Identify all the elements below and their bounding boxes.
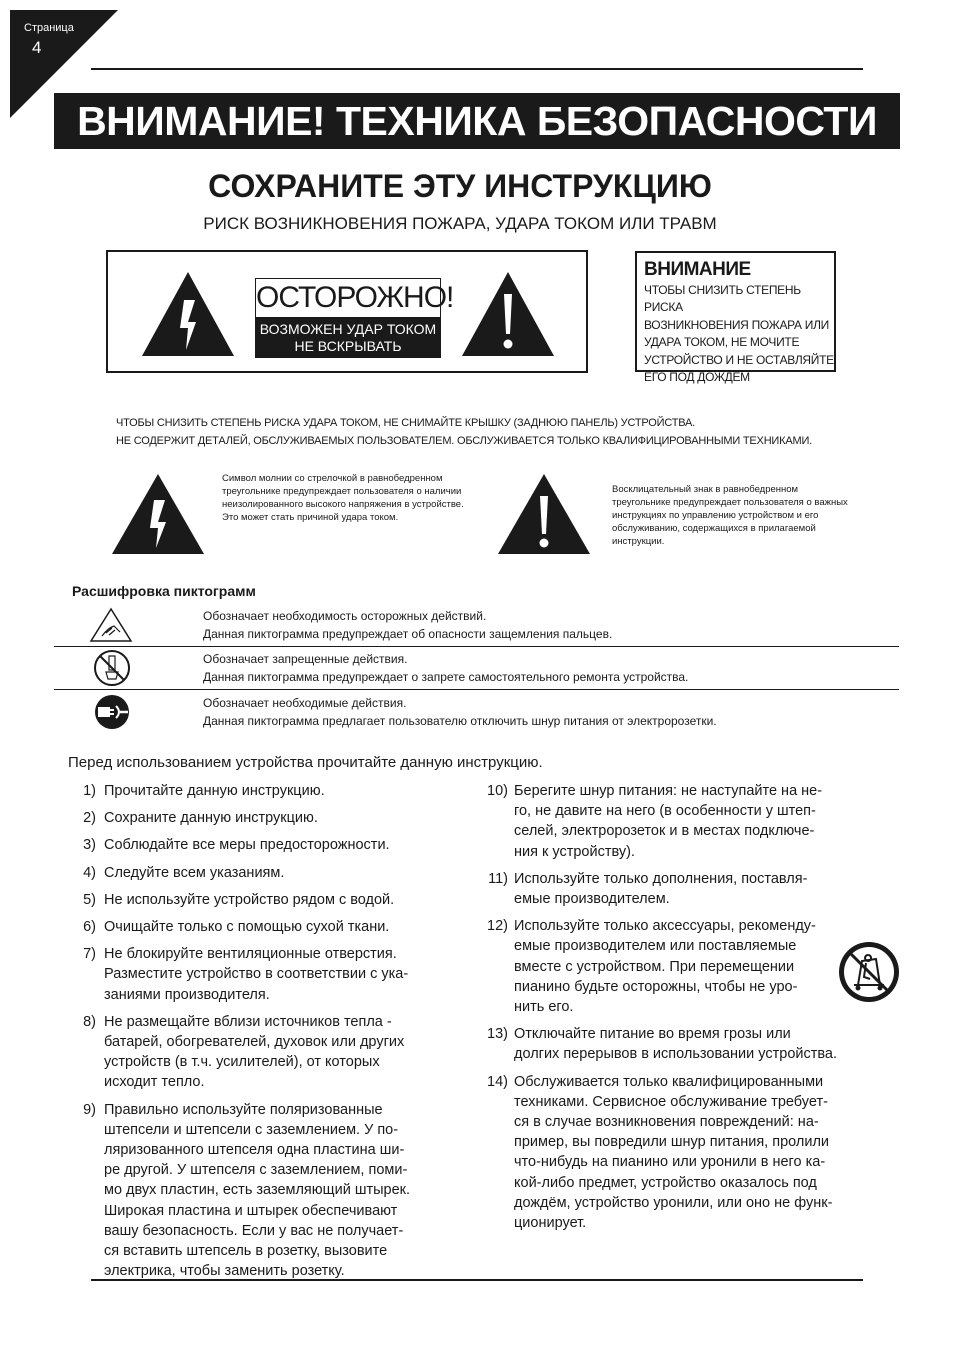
caution-line-2: НЕ ВСКРЫВАТЬ <box>294 338 402 354</box>
instruction-text: пример, вы повредили шнур питания, пролили <box>514 1134 830 1151</box>
instruction-text: ся в случае возникновения повреждений: на- <box>514 1114 819 1131</box>
intro-text: Перед использованием устройства прочитайте данную инструкцию. <box>68 754 543 771</box>
pictogram-row-caution: Обозначает необходимость осторожных действий. Данная пиктограмма предупреждает об опасности защемления пальцев. <box>203 609 613 641</box>
instruction-text: Очищайте только с помощью сухой ткани. <box>104 919 390 936</box>
instruction-text: батарей, обогревателей, духовок или других <box>104 1034 405 1051</box>
instruction-text: нить его. <box>514 999 574 1016</box>
instruction-number: 1) <box>83 783 96 799</box>
instruction-item <box>487 916 874 1017</box>
instruction-item <box>83 808 444 828</box>
page-number: 4 <box>32 38 42 57</box>
instruction-item <box>83 781 444 801</box>
instruction-number: 10) <box>487 783 508 799</box>
instruction-item <box>488 869 874 909</box>
warning-line-1: ЧТОБЫ СНИЗИТЬ СТЕПЕНЬ РИСКА УДАРА ТОКОМ, НЕ СНИМАЙТЕ КРЫШКУ (ЗАДНЮЮ ПАНЕЛЬ) УСТРОЙСТВА. <box>116 417 695 429</box>
instruction-text: селей, электророзеток и в местах подключе- <box>514 823 815 840</box>
instruction-number: 11) <box>488 870 508 887</box>
lightning-symbol-description: Символ молнии со стрелочкой в равнобедренном треугольнике предупреждает пользователя о наличии неизолированного высокого напряжения в устройстве. Это может стать причиной удара током. <box>222 473 464 523</box>
instruction-item <box>83 917 444 937</box>
instruction-item <box>83 863 444 883</box>
instruction-number: 7) <box>83 946 96 963</box>
caution-line-1: ВОЗМОЖЕН УДАР ТОКОМ <box>259 321 437 337</box>
caution-pinch-icon <box>88 606 134 644</box>
instruction-text: Обслуживается только квалифицированными <box>514 1073 824 1090</box>
instruction-item <box>83 944 444 1005</box>
lightning-warning-icon <box>140 270 236 358</box>
bottom-rule <box>91 1279 863 1281</box>
caution-title: ОСТОРОЖНО! <box>255 278 441 318</box>
pictogram-divider <box>54 689 899 690</box>
instruction-text: Отключайте питание во время грозы или <box>514 1026 791 1043</box>
instruction-text: ре другой. У штепселя с заземлением, поми- <box>104 1162 408 1179</box>
pictogram-row-prohibited: Обозначает запрещенные действия. Данная пиктограмма предупреждает о запрете самостоятельного ремонта устройства. <box>203 652 689 684</box>
page-title-banner: ВНИМАНИЕ! ТЕХНИКА БЕЗОПАСНОСТИ <box>54 93 900 149</box>
instruction-text: электрика, чтобы заменить розетку. <box>104 1263 345 1280</box>
instruction-text: заниями производителя. <box>104 986 270 1003</box>
attention-text: ЧТОБЫ СНИЗИТЬ СТЕПЕНЬ РИСКА ВОЗНИКНОВЕНИЯ ПОЖАРА ИЛИ УДАРА ТОКОМ, НЕ МОЧИТЕ УСТРОЙСТВО И НЕ ОСТАВЛЯЙТЕ ЕГО ПОД ДОЖДЕМ <box>644 283 834 385</box>
instruction-text: пианино будьте осторожны, чтобы не уро- <box>514 978 798 995</box>
exclamation-warning-icon <box>460 270 556 358</box>
instruction-text: емые производителем. <box>514 891 670 908</box>
instruction-number: 6) <box>83 919 96 936</box>
instruction-text: ния к устройству). <box>514 843 635 860</box>
instruction-text: мо двух пластин, есть заземляющий штырек. <box>104 1182 411 1199</box>
instruction-text: Широкая пластина и штырек обеспечивают <box>104 1202 398 1219</box>
instruction-number: 2) <box>83 810 96 827</box>
instruction-number: 12) <box>487 918 508 935</box>
instruction-item <box>83 890 444 910</box>
instruction-text: что-нибудь на пианино или уронили в него ка- <box>514 1154 826 1171</box>
instruction-text: Не используйте устройство рядом с водой. <box>104 891 395 908</box>
instruction-item <box>487 1072 874 1234</box>
top-rule <box>91 68 863 70</box>
instruction-text: Сохраните данную инструкцию. <box>104 810 318 827</box>
instruction-number: 3) <box>83 837 96 854</box>
no-disassembly-icon <box>92 648 132 688</box>
exclamation-symbol-icon <box>496 472 592 556</box>
instruction-text: ляризованного штепселя одна пластина ши- <box>104 1142 405 1159</box>
instruction-item <box>83 1012 444 1093</box>
instruction-text: кой-либо предмет, устройство оказалось под <box>514 1174 817 1191</box>
instruction-number: 9) <box>83 1101 96 1118</box>
instruction-text: Берегите шнур питания: не наступайте на не- <box>514 783 823 799</box>
unplug-icon <box>92 692 132 732</box>
instruction-text: Не блокируйте вентиляционные отверстия. <box>104 946 397 963</box>
pictogram-row-required: Обозначает необходимые действия. Данная пиктограмма предлагает пользователю отключить шнур питания от электророзетки. <box>203 696 717 728</box>
instruction-text: емые производителем или поставляемые <box>514 938 797 955</box>
instruction-text: ционирует. <box>514 1215 587 1232</box>
instruction-text: Не размещайте вблизи источников тепла - <box>104 1013 392 1030</box>
instruction-text: Следуйте всем указаниям. <box>104 864 285 881</box>
warning-line-2: НЕ СОДЕРЖИТ ДЕТАЛЕЙ, ОБСЛУЖИВАЕМЫХ ПОЛЬЗОВАТЕЛЕМ. ОБСЛУЖИВАЕТСЯ ТОЛЬКО КВАЛИФИЦИРОВАННЫМИ ТЕХНИКАМИ. <box>116 435 813 447</box>
instructions-list-right <box>487 781 874 1240</box>
instruction-text: вашу безопасность. Если у вас не получает- <box>104 1222 404 1239</box>
instruction-text: Используйте только аксессуары, рекоменду- <box>514 918 816 935</box>
instruction-number: 5) <box>83 891 96 908</box>
pictograms-heading: Расшифровка пиктограмм <box>72 583 256 599</box>
instruction-text: дождём, устройство уронили, или оно не функ- <box>514 1194 833 1211</box>
caution-subtitle <box>255 318 441 358</box>
exclamation-symbol-description: Восклицательный знак в равнобедренном треугольнике предупреждает пользователя о важных инструкциях по управлению устройством и его обслуживанию, содержащихся в прилагаемой инструкции. <box>612 484 848 547</box>
page-label: Страница <box>24 22 74 34</box>
risk-heading: РИСК ВОЗНИКНОВЕНИЯ ПОЖАРА, УДАРА ТОКОМ ИЛИ ТРАВМ <box>203 214 717 233</box>
instruction-item <box>487 1024 874 1064</box>
instruction-number: 4) <box>83 864 96 881</box>
instruction-text: Соблюдайте все меры предосторожности. <box>104 837 390 854</box>
instruction-item <box>83 835 444 855</box>
instruction-text: ся вставить штепсель в розетку, вызовите <box>104 1243 388 1260</box>
instruction-text: Используйте только дополнения, поставля- <box>514 870 808 887</box>
save-instructions-heading: СОХРАНИТЕ ЭТУ ИНСТРУКЦИЮ <box>208 168 712 204</box>
instruction-text: вместе с устройством. При перемещении <box>514 958 795 975</box>
instruction-text: долгих перерывов в использовании устройства. <box>514 1046 838 1063</box>
instruction-text: штепсели и штепсели с заземлением. У по- <box>104 1121 399 1138</box>
instruction-text: го, не давите на него (в особенности у штеп- <box>514 803 816 820</box>
instruction-text: Правильно используйте поляризованные <box>104 1101 383 1118</box>
lightning-symbol-icon <box>110 472 206 556</box>
instruction-text: Разместите устройство в соответствии с ука- <box>104 966 409 983</box>
instruction-number: 14) <box>487 1073 508 1090</box>
cart-tipover-icon <box>838 941 900 1003</box>
instruction-item <box>487 781 874 862</box>
instruction-text: Прочитайте данную инструкцию. <box>104 783 325 799</box>
instruction-text: техниками. Сервисное обслуживание требует- <box>514 1093 828 1110</box>
instruction-number: 8) <box>83 1013 96 1030</box>
instruction-number: 13) <box>487 1026 508 1043</box>
pictogram-divider <box>54 646 899 647</box>
instruction-text: исходит тепло. <box>104 1074 205 1091</box>
instruction-text: устройств (в т.ч. усилителей), от которых <box>104 1054 380 1071</box>
instructions-list-left <box>83 781 444 1288</box>
instruction-item <box>83 1100 444 1282</box>
attention-title: ВНИМАНИЕ <box>644 259 751 280</box>
